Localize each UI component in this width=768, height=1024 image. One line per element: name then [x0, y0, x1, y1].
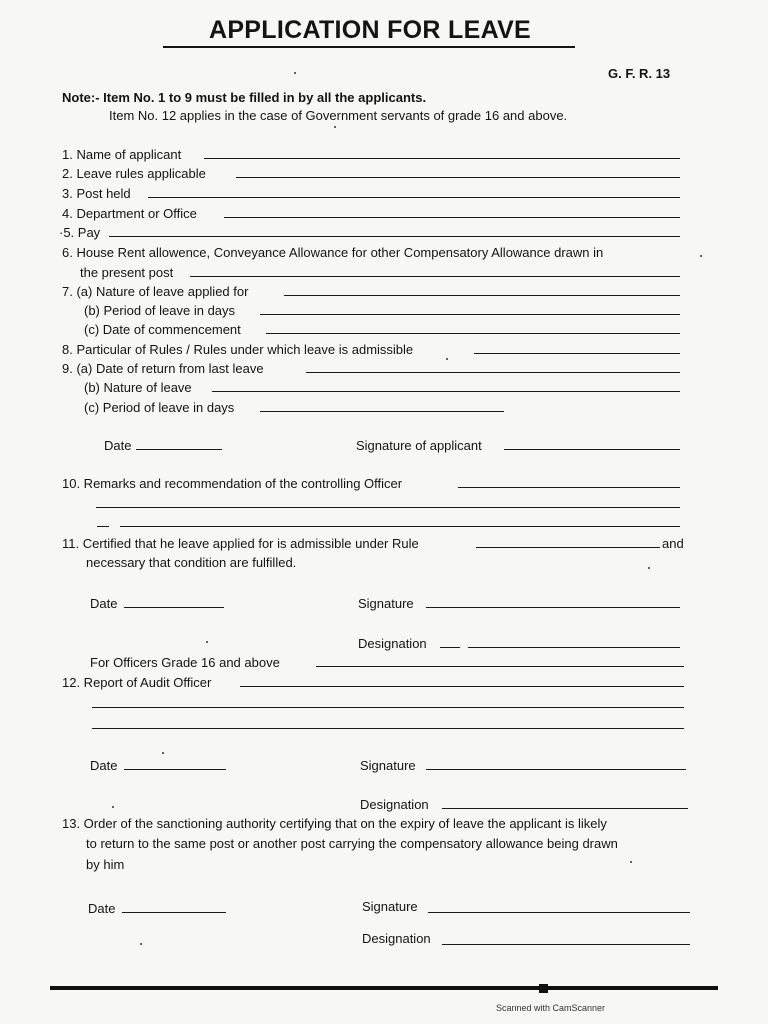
item-10-field-1[interactable]	[458, 487, 680, 488]
grade-16-field[interactable]	[316, 666, 684, 667]
item-12-field-3[interactable]	[92, 728, 684, 729]
designation-field-3[interactable]	[442, 808, 688, 809]
scan-speck	[206, 641, 208, 643]
scanner-watermark: Scanned with CamScanner	[496, 1003, 606, 1013]
signature-field-2[interactable]	[426, 607, 680, 608]
scan-speck	[112, 806, 114, 808]
date-field-3[interactable]	[124, 769, 226, 770]
date-field-4[interactable]	[122, 912, 226, 913]
scan-speck	[700, 255, 702, 257]
item-3-field[interactable]	[148, 197, 680, 198]
item-10-field-3[interactable]	[120, 526, 680, 527]
item-2-field[interactable]	[236, 177, 680, 178]
item-12-label: 12. Report of Audit Officer	[62, 675, 212, 690]
item-9a-label: 9. (a) Date of return from last leave	[62, 361, 264, 376]
item-1-field[interactable]	[204, 158, 680, 159]
item-13-label-line1: 13. Order of the sanctioning authority certifying that on the expiry of leave the applicant is likely	[62, 816, 607, 831]
signature-label-4: Signature	[362, 899, 418, 914]
item-6-label-line2: the present post	[80, 265, 174, 280]
designation-field-4[interactable]	[442, 944, 690, 945]
signature-label-3: Signature	[360, 758, 416, 773]
date-field-1[interactable]	[136, 449, 222, 450]
designation-field-2b[interactable]	[468, 647, 680, 648]
item-4-label: 4. Department or Office	[62, 206, 197, 221]
item-7a-label: 7. (a) Nature of leave applied for	[62, 284, 249, 299]
item-13-label-line3: by him	[86, 857, 125, 872]
signature-applicant-field[interactable]	[504, 449, 680, 450]
scan-speck	[294, 72, 296, 74]
item-5-field[interactable]	[109, 236, 680, 237]
item-9b-field[interactable]	[212, 391, 680, 392]
item-10-field-2[interactable]	[96, 507, 680, 508]
item-2-label: 2. Leave rules applicable	[62, 166, 206, 181]
item-9a-field[interactable]	[306, 372, 680, 373]
date-label-3: Date	[90, 758, 118, 773]
item-13-label-line2: to return to the same post or another post carrying the compensatory allowance being drawn	[86, 836, 618, 851]
item-8-label: 8. Particular of Rules / Rules under which leave is admissible	[62, 342, 414, 357]
title-underline	[163, 46, 575, 48]
scan-speck	[162, 752, 164, 754]
signature-label-2: Signature	[358, 596, 414, 611]
form-title: APPLICATION FOR LEAVE	[208, 16, 532, 44]
date-label-4: Date	[88, 901, 116, 916]
item-11-rule-field[interactable]	[476, 547, 660, 548]
scan-speck	[630, 861, 632, 863]
date-label-2: Date	[90, 596, 118, 611]
bottom-rule	[50, 986, 718, 990]
note-line-1: Note:- Item No. 1 to 9 must be filled in by all the applicants.	[62, 90, 427, 105]
note-line-2: Item No. 12 applies in the case of Government servants of grade 16 and above.	[109, 108, 568, 123]
item-11-label-line2: necessary that condition are fulfilled.	[86, 555, 297, 570]
scan-speck	[334, 126, 336, 128]
form-code: G. F. R. 13	[608, 66, 671, 81]
item-6-field[interactable]	[190, 276, 680, 277]
item-7a-field[interactable]	[284, 295, 680, 296]
item-11-and: and	[662, 536, 684, 551]
item-7b-label: (b) Period of leave in days	[84, 303, 236, 318]
item-10-field-3-dash	[97, 526, 109, 527]
item-7c-label: (c) Date of commencement	[84, 322, 241, 337]
designation-label-3: Designation	[360, 797, 429, 812]
designation-label-2: Designation	[358, 636, 427, 651]
item-3-label: 3. Post held	[62, 186, 131, 201]
item-1-label: 1. Name of applicant	[62, 147, 182, 162]
item-7c-field[interactable]	[266, 333, 680, 334]
item-5-label: ·5. Pay	[59, 225, 101, 240]
item-11-label-line1: 11. Certified that he leave applied for is admissible under Rule	[62, 536, 419, 551]
item-12-field-1[interactable]	[240, 686, 684, 687]
item-8-field[interactable]	[474, 353, 680, 354]
date-field-2[interactable]	[124, 607, 224, 608]
bottom-rule-mark	[539, 984, 548, 993]
item-9c-label: (c) Period of leave in days	[84, 400, 235, 415]
signature-field-4[interactable]	[428, 912, 690, 913]
item-9c-field[interactable]	[260, 411, 504, 412]
item-10-label: 10. Remarks and recommendation of the controlling Officer	[62, 476, 403, 491]
designation-label-4: Designation	[362, 931, 431, 946]
item-7b-field[interactable]	[260, 314, 680, 315]
designation-field-2a[interactable]	[440, 647, 460, 648]
item-12-field-2[interactable]	[92, 707, 684, 708]
scan-speck	[446, 358, 448, 360]
scan-speck	[140, 943, 142, 945]
grade-16-label: For Officers Grade 16 and above	[90, 655, 280, 670]
date-label-1: Date	[104, 438, 132, 453]
signature-applicant-label: Signature of applicant	[356, 438, 482, 453]
item-6-label-line1: 6. House Rent allowence, Conveyance Allowance for other Compensatory Allowance drawn in	[62, 245, 604, 260]
scan-speck	[648, 567, 650, 569]
item-4-field[interactable]	[224, 217, 680, 218]
item-9b-label: (b) Nature of leave	[84, 380, 192, 395]
signature-field-3[interactable]	[426, 769, 686, 770]
